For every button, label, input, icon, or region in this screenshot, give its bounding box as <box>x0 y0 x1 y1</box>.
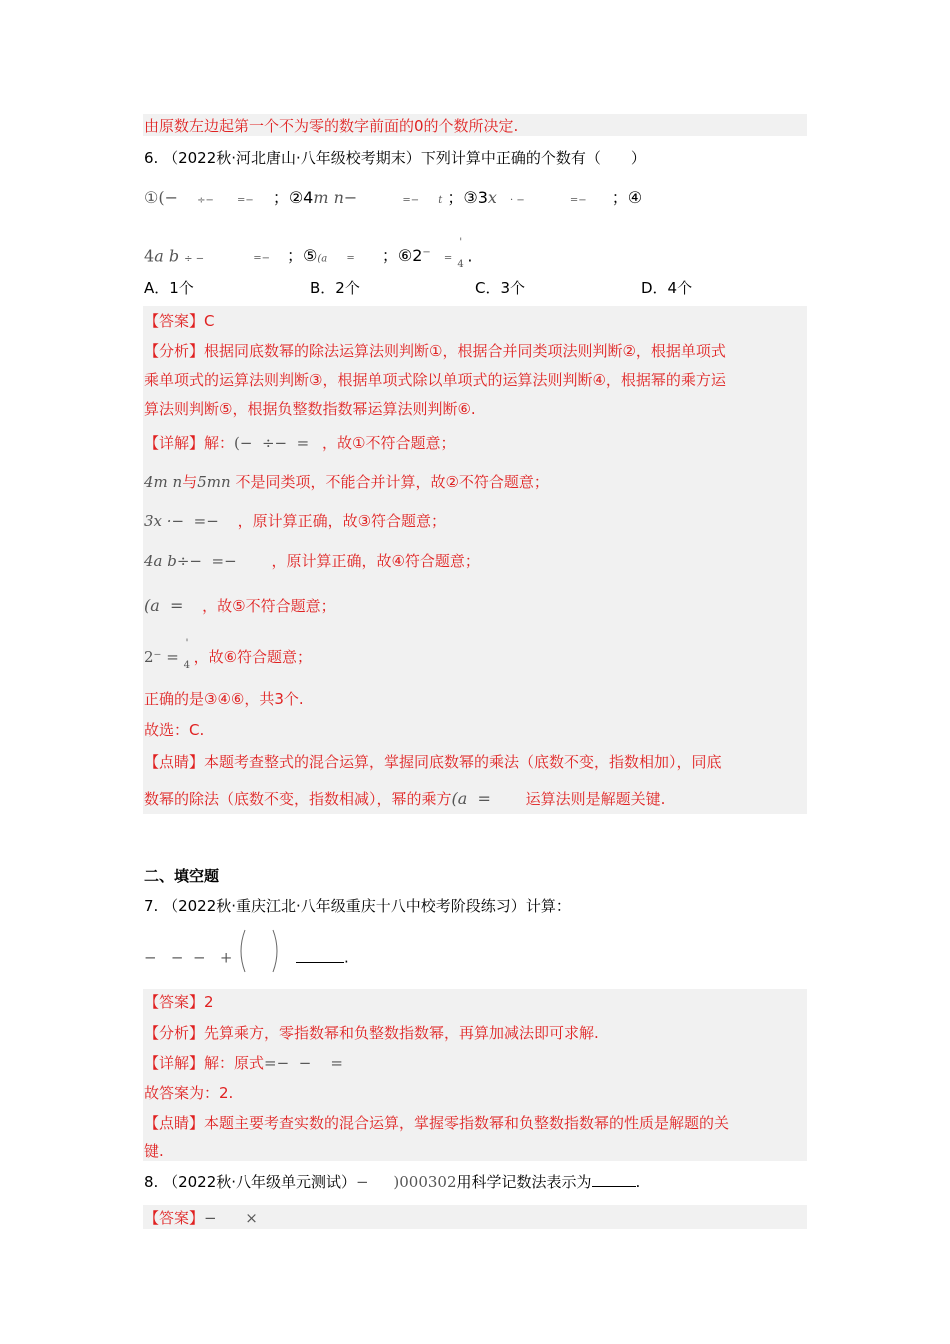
q6-tip-l1 <box>144 752 722 772</box>
q7-paren-icon <box>237 928 281 974</box>
q6-detail-l1-b: ，故①不符合题意； <box>322 434 456 452</box>
q6-item4-eq: =− <box>253 253 270 265</box>
q6-item6-sup: − <box>422 247 431 258</box>
q6-item6-end: . <box>467 246 473 266</box>
q8-title <box>144 1172 640 1192</box>
q6-item3-var: x <box>487 188 497 207</box>
q6-title <box>144 148 646 168</box>
q7-detail-tag: 【详解】 <box>144 1054 205 1072</box>
q6-answer-tag: 【答案】 <box>144 312 205 330</box>
q8-end: . <box>635 1173 641 1191</box>
q7-analysis-text: 先算乘方，零指数幂和负整数指数幂，再算加减法即可求解. <box>204 1024 599 1042</box>
q6-item6-den: 4 <box>457 258 464 270</box>
q6-item6-eq: = <box>443 253 453 265</box>
q6-detail-l4 <box>144 551 480 571</box>
q6-item4-rest: ÷ − <box>184 253 205 265</box>
q7-analysis <box>144 1023 599 1043</box>
q6-items-row1 <box>144 188 642 211</box>
q7-stem: 计算： <box>525 897 571 915</box>
q6-option-b[interactable]: B．2个 <box>310 279 360 297</box>
q6-item3-lbl: ；③3 <box>447 188 488 207</box>
q7-answer <box>144 992 214 1012</box>
q6-detail-l6-math: 2⁻ = <box>144 648 179 666</box>
q7-tip-l2: 键. <box>144 1142 164 1160</box>
q6-detail-l4-math: 4a b÷− =− <box>144 552 237 570</box>
q6-tip-l2-b: 运算法则是解题关键. <box>525 790 666 808</box>
q8-expr-a: − <box>356 1173 369 1191</box>
q7-solution-bg <box>143 989 807 1161</box>
q7-end: . <box>343 948 349 967</box>
section2-title: 二、填空题 <box>144 867 220 885</box>
q8-source: （2022秋·八年级单元测试） <box>163 1173 357 1191</box>
q8-answer-math: − × <box>204 1209 258 1227</box>
q6-detail-l2 <box>144 472 549 492</box>
q6-detail-l8: 故选：C. <box>144 721 205 739</box>
q6-analysis-text1: 根据同底数幂的除法运算法则判断①，根据合并同类项法则判断②，根据单项式 <box>204 342 726 360</box>
q6-items-row2 <box>144 236 473 270</box>
q6-detail-l6-frac-top: ' <box>185 637 189 649</box>
q8-answer <box>144 1208 258 1228</box>
q6-option-c[interactable]: C．3个 <box>475 279 526 297</box>
q7-answer-blank[interactable] <box>296 948 344 963</box>
q6-detail-l6-b: ，故⑥符合题意； <box>193 648 313 666</box>
q6-stem: 下列计算中正确的个数有（ ） <box>420 149 646 167</box>
q6-item2-lbl: ；②4 <box>272 188 314 207</box>
q6-option-d[interactable]: D．4个 <box>641 279 693 297</box>
q6-item1-rest: ÷− <box>197 195 214 206</box>
q7-detail <box>144 1053 343 1073</box>
q6-number: 6. <box>144 149 159 167</box>
q6-detail-l1 <box>144 433 455 453</box>
q7-number: 7. <box>144 897 159 915</box>
q6-detail-l3 <box>144 511 446 531</box>
q6-item2-rest: − <box>343 188 358 207</box>
q8-number: 8. <box>144 1173 159 1191</box>
q7-detail-math: =− − = <box>264 1054 343 1072</box>
q6-detail-l2-math2: 5mn <box>197 473 231 491</box>
q7-answer-value: 2 <box>204 993 214 1011</box>
q7-detail-2: 故答案为：2. <box>144 1084 234 1102</box>
q6-item5-lbl: ；⑤ <box>287 246 318 266</box>
q6-item6-lbl: ；⑥2 <box>381 246 423 266</box>
q6-tip-l2-a: 数幂的除法（底数不变，指数相减），幂的乘方 <box>144 790 452 808</box>
q6-item4-lbl: ；④ <box>611 188 643 207</box>
q6-detail-tag: 【详解】 <box>144 434 205 452</box>
q6-analysis-tag: 【分析】 <box>144 342 205 360</box>
top-line: 由原数左边起第一个不为零的数字前面的0的个数所决定. <box>144 117 519 135</box>
q7-answer-tag: 【答案】 <box>144 993 205 1011</box>
q6-item4-head: 4 <box>144 246 155 266</box>
q6-item3-eq: =− <box>569 195 587 206</box>
q6-detail-l6 <box>144 637 313 671</box>
q6-detail-l3-math: 3x ·− =− <box>144 512 219 530</box>
q6-item5-eq: = <box>346 253 355 265</box>
q7-tip-tag: 【点睛】 <box>144 1114 205 1132</box>
q8-answer-tag: 【答案】 <box>144 1209 205 1227</box>
q6-answer-value: C <box>204 312 215 330</box>
q7-tip-text1: 本题主要考查实数的混合运算，掌握零指数幂和负整数指数幂的性质是解题的关 <box>204 1114 730 1132</box>
q6-item1-eq: =− <box>236 195 254 206</box>
q6-tip-l2 <box>144 789 665 809</box>
q6-item2-t: t <box>438 195 443 206</box>
q6-detail-l3-b: ，原计算正确，故③符合题意； <box>237 512 447 530</box>
q6-item2-var: m n <box>313 188 344 207</box>
q8-answer-blank[interactable] <box>592 1172 636 1187</box>
q7-analysis-tag: 【分析】 <box>144 1024 205 1042</box>
q6-detail-l5-math: (a = <box>144 596 184 615</box>
q7-title <box>144 896 571 916</box>
q6-detail-l2-mid: 与 <box>182 473 198 491</box>
q6-detail-l5 <box>144 596 336 616</box>
q6-source: （2022秋·河北唐山·八年级校考期末） <box>163 149 421 167</box>
q6-item6-num: ' <box>459 236 463 248</box>
q6-analysis-l2: 乘单项式的运算法则判断③，根据单项式除以单项式的运算法则判断④，根据幂的乘方运 <box>144 371 726 389</box>
q6-analysis-l1 <box>144 341 726 361</box>
q6-detail-l2-b: 不是同类项，不能合并计算，故②不符合题意； <box>235 473 549 491</box>
q6-answer <box>144 311 215 331</box>
q7-expr-row <box>144 942 349 974</box>
q6-detail-l7: 正确的是③④⑥，共3个. <box>144 690 304 708</box>
q7-detail-a: 解：原式 <box>204 1054 265 1072</box>
q6-tip-text1: 本题考查整式的混合运算，掌握同底数幂的乘法（底数不变，指数相加），同底 <box>204 753 722 771</box>
q8-stem: 用科学记数法表示为 <box>456 1173 592 1191</box>
q7-tip-l1 <box>144 1113 729 1133</box>
q6-detail-l4-b: ，原计算正确，故④符合题意； <box>271 552 480 570</box>
q6-item1: ①(− <box>144 188 178 207</box>
q6-detail-l6-frac-bottom: 4 <box>183 659 190 671</box>
q6-tip-l2-math: (a = <box>451 789 491 808</box>
q6-detail-l5-b: ，故⑤不符合题意； <box>202 597 336 615</box>
q6-item3-rest: · − <box>510 195 525 206</box>
q7-source: （2022秋·重庆江北·八年级重庆十八中校考阶段练习） <box>163 897 526 915</box>
q6-tip-tag: 【点睛】 <box>144 753 205 771</box>
q6-item2-eq: =− <box>402 195 420 206</box>
q6-item4-var: a b <box>154 246 180 266</box>
q6-detail-l2-math: 4m n <box>144 473 183 491</box>
q8-expr-b: )000302 <box>393 1173 457 1191</box>
q6-detail-l1-math: (− ÷− = <box>234 434 310 452</box>
q7-expr: − − − + <box>144 948 233 967</box>
q6-option-a[interactable]: A．1个 <box>144 279 194 297</box>
q6-analysis-l3: 算法则判断⑤，根据负整数指数幂运算法则判断⑥. <box>144 400 476 418</box>
q6-item5-expr: (a <box>317 253 328 265</box>
q6-detail-l1-a: 解： <box>204 434 235 452</box>
